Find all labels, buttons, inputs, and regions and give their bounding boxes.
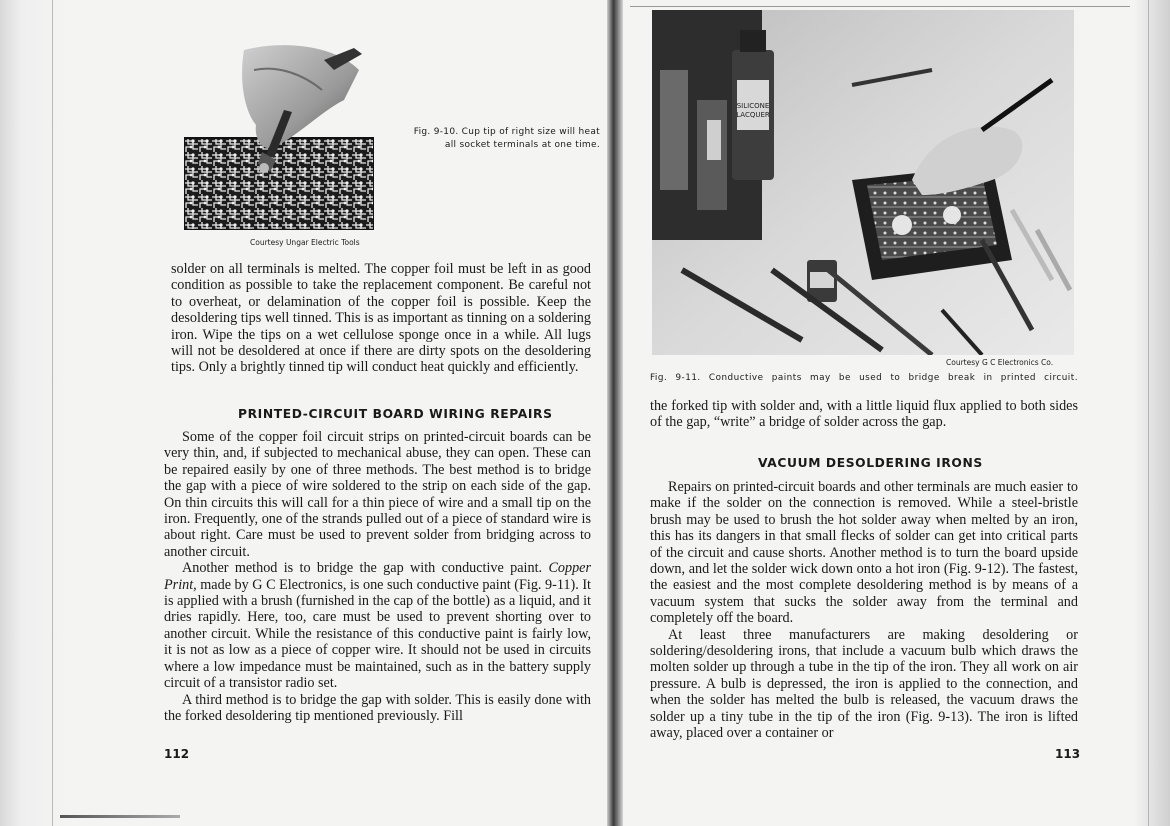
figure-caption: Fig. 9-11. Conductive paints may be used to bridge break in printed circuit.: [650, 373, 1078, 383]
product-name: Copper Print,: [164, 560, 591, 593]
scan-mark: [60, 815, 180, 818]
bottle-label: LACQUER: [736, 111, 770, 119]
paragraph: Some of the copper foil circuit strips on printed-circuit boards can be very thin, and, if subjected to mechanical abuse, they can open. These can be repaired easily by one of three methods. The best method is to bridge the gap with a piece of wire soldered to the strip on each side of the gap. On thin circuits this will call for a thin piece of wire and a small tip on the iron. Frequently, one of the strands pulled out of a piece of standard wire is about right. Care must be used to prevent solder from bridging across to another circuit.: [164, 429, 591, 560]
figure-caption-line: all socket terminals at one time.: [444, 140, 600, 150]
book-gutter: [607, 0, 623, 826]
section-body: [650, 479, 1078, 742]
section-heading: VACUUM DESOLDERING IRONS: [758, 456, 983, 470]
figure-9-11-photo: [652, 10, 1074, 355]
paragraph: A third method is to bridge the gap with solder. This is easily done with the forked desoldering tip mentioned previously. Fill: [164, 691, 591, 724]
figure-9-10-photo: [184, 40, 374, 230]
page-number: 113: [1055, 747, 1081, 761]
paragraph: solder on all terminals is melted. The copper foil must be left in as good condition as possible to take the replacement component. Be careful not to overheat, or delamination of the copper foil is possible. Keep the desoldering tips well tinned. This is as important as tinning on a soldering iron. Wipe the tips on a wet cellulose sponge once in a while. All lugs will not be desoldered at once if there are dirty spots on the desoldering tips. Only a brightly tinned tip will conduct heat quickly and efficiently.: [171, 261, 591, 376]
section-heading: PRINTED-CIRCUIT BOARD WIRING REPAIRS: [238, 407, 553, 421]
page-edge-shadow: [0, 0, 70, 826]
figure-credit: Courtesy Ungar Electric Tools: [250, 238, 360, 247]
paragraph: At least three manufacturers are making desoldering or soldering/desoldering irons, that include a vacuum bulb which draws the molten solder up through a tube in the tip of the iron. They all work on air pressure. A bulb is depressed, the iron is applied to the connection, and when the solder has melted the bulb is released, the vacuum draws the solder up a tiny tube in the tip of the iron (Fig. 9-13). The iron is lifted away, placed over a container or: [650, 626, 1078, 742]
figure-credit: Courtesy G C Electronics Co.: [946, 358, 1054, 367]
paragraph: [164, 560, 591, 691]
scan-rule: [630, 6, 1130, 7]
section-body: [164, 429, 591, 724]
page-edge-shadow: [1134, 0, 1170, 826]
figure-caption-line: Fig. 9-10. Cup tip of right size will heat: [413, 127, 600, 137]
page-number: 112: [164, 747, 190, 761]
intro-paragraph: [171, 261, 591, 376]
figure-caption: [390, 126, 600, 152]
paragraph-text: Another method is to bridge the gap with conductive paint.: [182, 560, 543, 577]
intro-paragraph: [650, 398, 1078, 431]
paragraph-text: made by G C Electronics, is one such conductive paint (Fig. 9-11). It is applied with a brush (furnished in the cap of the bottle) as a liquid, and it dries rapidly. Here, too, care must be used to prevent shorting over to another circuit. While the resistance of this conductive paint is fairly low, it is not as low as a piece of copper wire. It should not be used in circuits where a low impedance must be maintained, such as in the battery supply circuit of a transistor radio set.: [164, 576, 591, 692]
bottle-label: SILICONE: [736, 102, 770, 110]
paragraph: the forked tip with solder and, with a little liquid flux applied to both sides of the gap, “write” a bridge of solder across the gap.: [650, 398, 1078, 431]
paragraph: Repairs on printed-circuit boards and other terminals are much easier to make if the solder on the connection is removed. While a steel-bristle brush may be used to brush the hot solder away when melted by an iron, this has its dangers in that small flecks of solder can get into critical parts of the circuit and cause shorts. Another method is to turn the board upside down, and let the solder wick down onto a hot iron (Fig. 9-12). The fastest, the easiest and the most complete desoldering method is by means of a vacuum system that sucks the solder away from the terminal and completely off the board.: [650, 479, 1078, 627]
